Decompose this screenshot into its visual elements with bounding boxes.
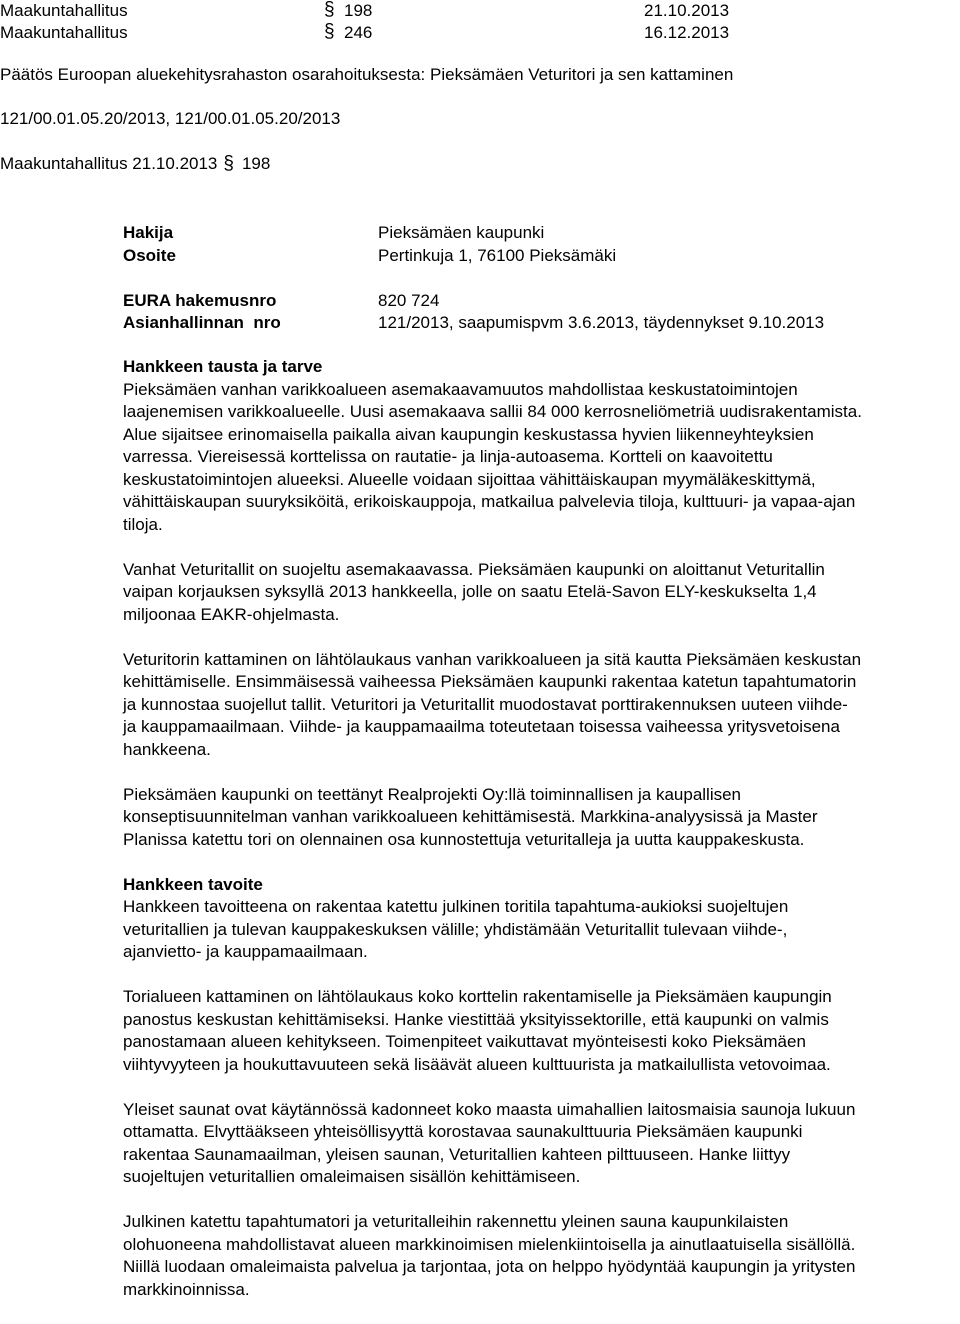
paragraph: Pieksämäen vanhan varikkoalueen asemakaavamuutos mahdollistaa keskustatoimintojen laajenemisen varikkoalueelle. Uusi asemakaava sallii 84 000 kerrosneliömetriä uudisrakentamista. Alue sijaitsee erinomaisella paikalla aivan kaupungin keskustassa hyvien liikenneyhteyksien varressa. Viereisessä korttelissa on rautatie- ja linja-autoasema. Kortteli on kaavoitettu keskustatoimintojen alueeksi. Alueelle voidaan sijoittaa vähittäiskaupan myymäläkeskittymä, vähittäiskaupan suuryksiköitä, erikoiskauppoja, matkailua palvelevia tiloja, kulttuuri- ja vapaa-ajan tiloja. (123, 379, 862, 534)
reference-numbers: 121/00.01.05.20/2013, 121/00.01.05.20/2013 (0, 109, 341, 128)
section-symbol-icon: § (324, 21, 335, 42)
section-symbol-icon: § (223, 153, 234, 174)
header-row (0, 22, 960, 45)
paragraph: Veturitorin kattaminen on lähtölaukaus vanhan varikkoalueen ja sitä kautta Pieksämäen keskustan kehittämiselle. Ensimmäisessä vaiheessa Pieksämäen kaupunki rakentaa katetun tapahtumatorin ja kunnostaa suojellut tallit. Veturitori ja Veturitallit muodostavat porttirakennuksen uuteen viihde- ja kauppamaailmaan. Viihde- ja kauppamaailma toteutetaan toisessa vaiheessa yritysvetoisena hankkeena. (123, 649, 862, 759)
meeting-line (0, 153, 270, 176)
osoite-label: Osoite (123, 246, 176, 265)
section-symbol-icon: § (324, 0, 335, 20)
osoite-value: Pertinkuja 1, 76100 Pieksämäki (378, 246, 617, 265)
hakija-value: Pieksämäen kaupunki (378, 223, 545, 242)
header-body: Maakuntahallitus (0, 23, 128, 42)
meeting-number: 198 (241, 154, 271, 173)
asianhallinta-value: 121/2013, saapumispvm 3.6.2013, täydennykset 9.10.2013 (378, 313, 825, 332)
header-row (0, 0, 960, 23)
paragraph: Julkinen katettu tapahtumatori ja veturitalleihin rakennettu yleinen sauna kaupunkilaisten olohuoneena mahdollistavat alueen markkinoimisen mielenkiintoisella ja ainutlaatuisella sisällöllä. Niillä luodaan omaleimaista palvelua ja tarjontaa, jota on helppo hyödyntää kaupungin ja yritysten markkinoinnissa. (123, 1212, 856, 1299)
hakija-label: Hakija (123, 223, 174, 242)
paragraph: Vanhat Veturitallit on suojeltu asemakaavassa. Pieksämäen kaupunki on aloittanut Veturitallin vaipan korjauksen syksyllä 2013 hankkeella, jolle on saatu Etelä-Savon ELY-keskukselta 1,4 miljoonaa EAKR-ohjelmasta. (123, 559, 825, 624)
paragraph: Torialueen kattaminen on lähtölaukaus koko korttelin rakentamiselle ja Pieksämäen kaupungin panostus keskustan kehittämiseksi. Hanke viestittää yksityissektorille, että kaupunki on valmis panostamaan alueen kehitykseen. Toimenpiteet vaikuttavat myönteisesti koko Pieksämäen viihtyvyyteen ja houkuttavuuteen sekä lisäävät alueen kulttuurista ja matkailullista vetovoimaa. (123, 987, 832, 1074)
meeting-text: Maakuntahallitus 21.10.2013 (0, 154, 218, 173)
eura-label: EURA hakemusnro (123, 291, 277, 310)
header-body: Maakuntahallitus (0, 1, 128, 20)
document-body (123, 356, 959, 1324)
document-title: Päätös Euroopan aluekehitysrahaston osarahoituksesta: Pieksämäen Veturitori ja sen kattaminen (0, 65, 734, 84)
asianhallinta-label: Asianhallinnan nro (123, 313, 281, 332)
paragraph: Yleiset saunat ovat käytännössä kadonneet koko maasta uimahallien laitosmaisia saunoja lukuun ottamatta. Elvyttääkseen yhteisöllisyyttä korostavaa saunakulttuuria Pieksämäen kaupunki rakentaa Saunamaailman, yleisen saunan, Veturitallien kahteen pilttuuseen. Hanke liittyy suojeltujen veturitallien omaleimaisen sisällön kehittämiseen. (123, 1099, 856, 1186)
header-number: 198 (344, 1, 373, 20)
paragraph: Hankkeen tavoitteena on rakentaa katettu julkinen toritila tapahtuma-aukioksi suojeltujen veturitallien ja tulevan kauppakeskuksen välille; yhdistämään Veturitallit tulevaan viihde-, ajanvietto- ja kauppamaailmaan. (123, 897, 789, 961)
header-date: 21.10.2013 (644, 1, 730, 20)
paragraph: Pieksämäen kaupunki on teettänyt Realprojekti Oy:llä toiminnallisen ja kaupallisen konseptisuunnitelman vanhan varikkoalueen kehittämisestä. Markkina-analyysissä ja Master Planissa katettu tori on olennainen osa kunnostettuja veturitalleja ja uutta kauppakeskusta. (123, 784, 818, 849)
section-heading: Hankkeen tausta ja tarve (123, 357, 323, 376)
section-heading: Hankkeen tavoite (123, 874, 263, 894)
eura-value: 820 724 (378, 291, 440, 310)
header-date: 16.12.2013 (644, 23, 730, 42)
header-number: 246 (344, 23, 373, 42)
